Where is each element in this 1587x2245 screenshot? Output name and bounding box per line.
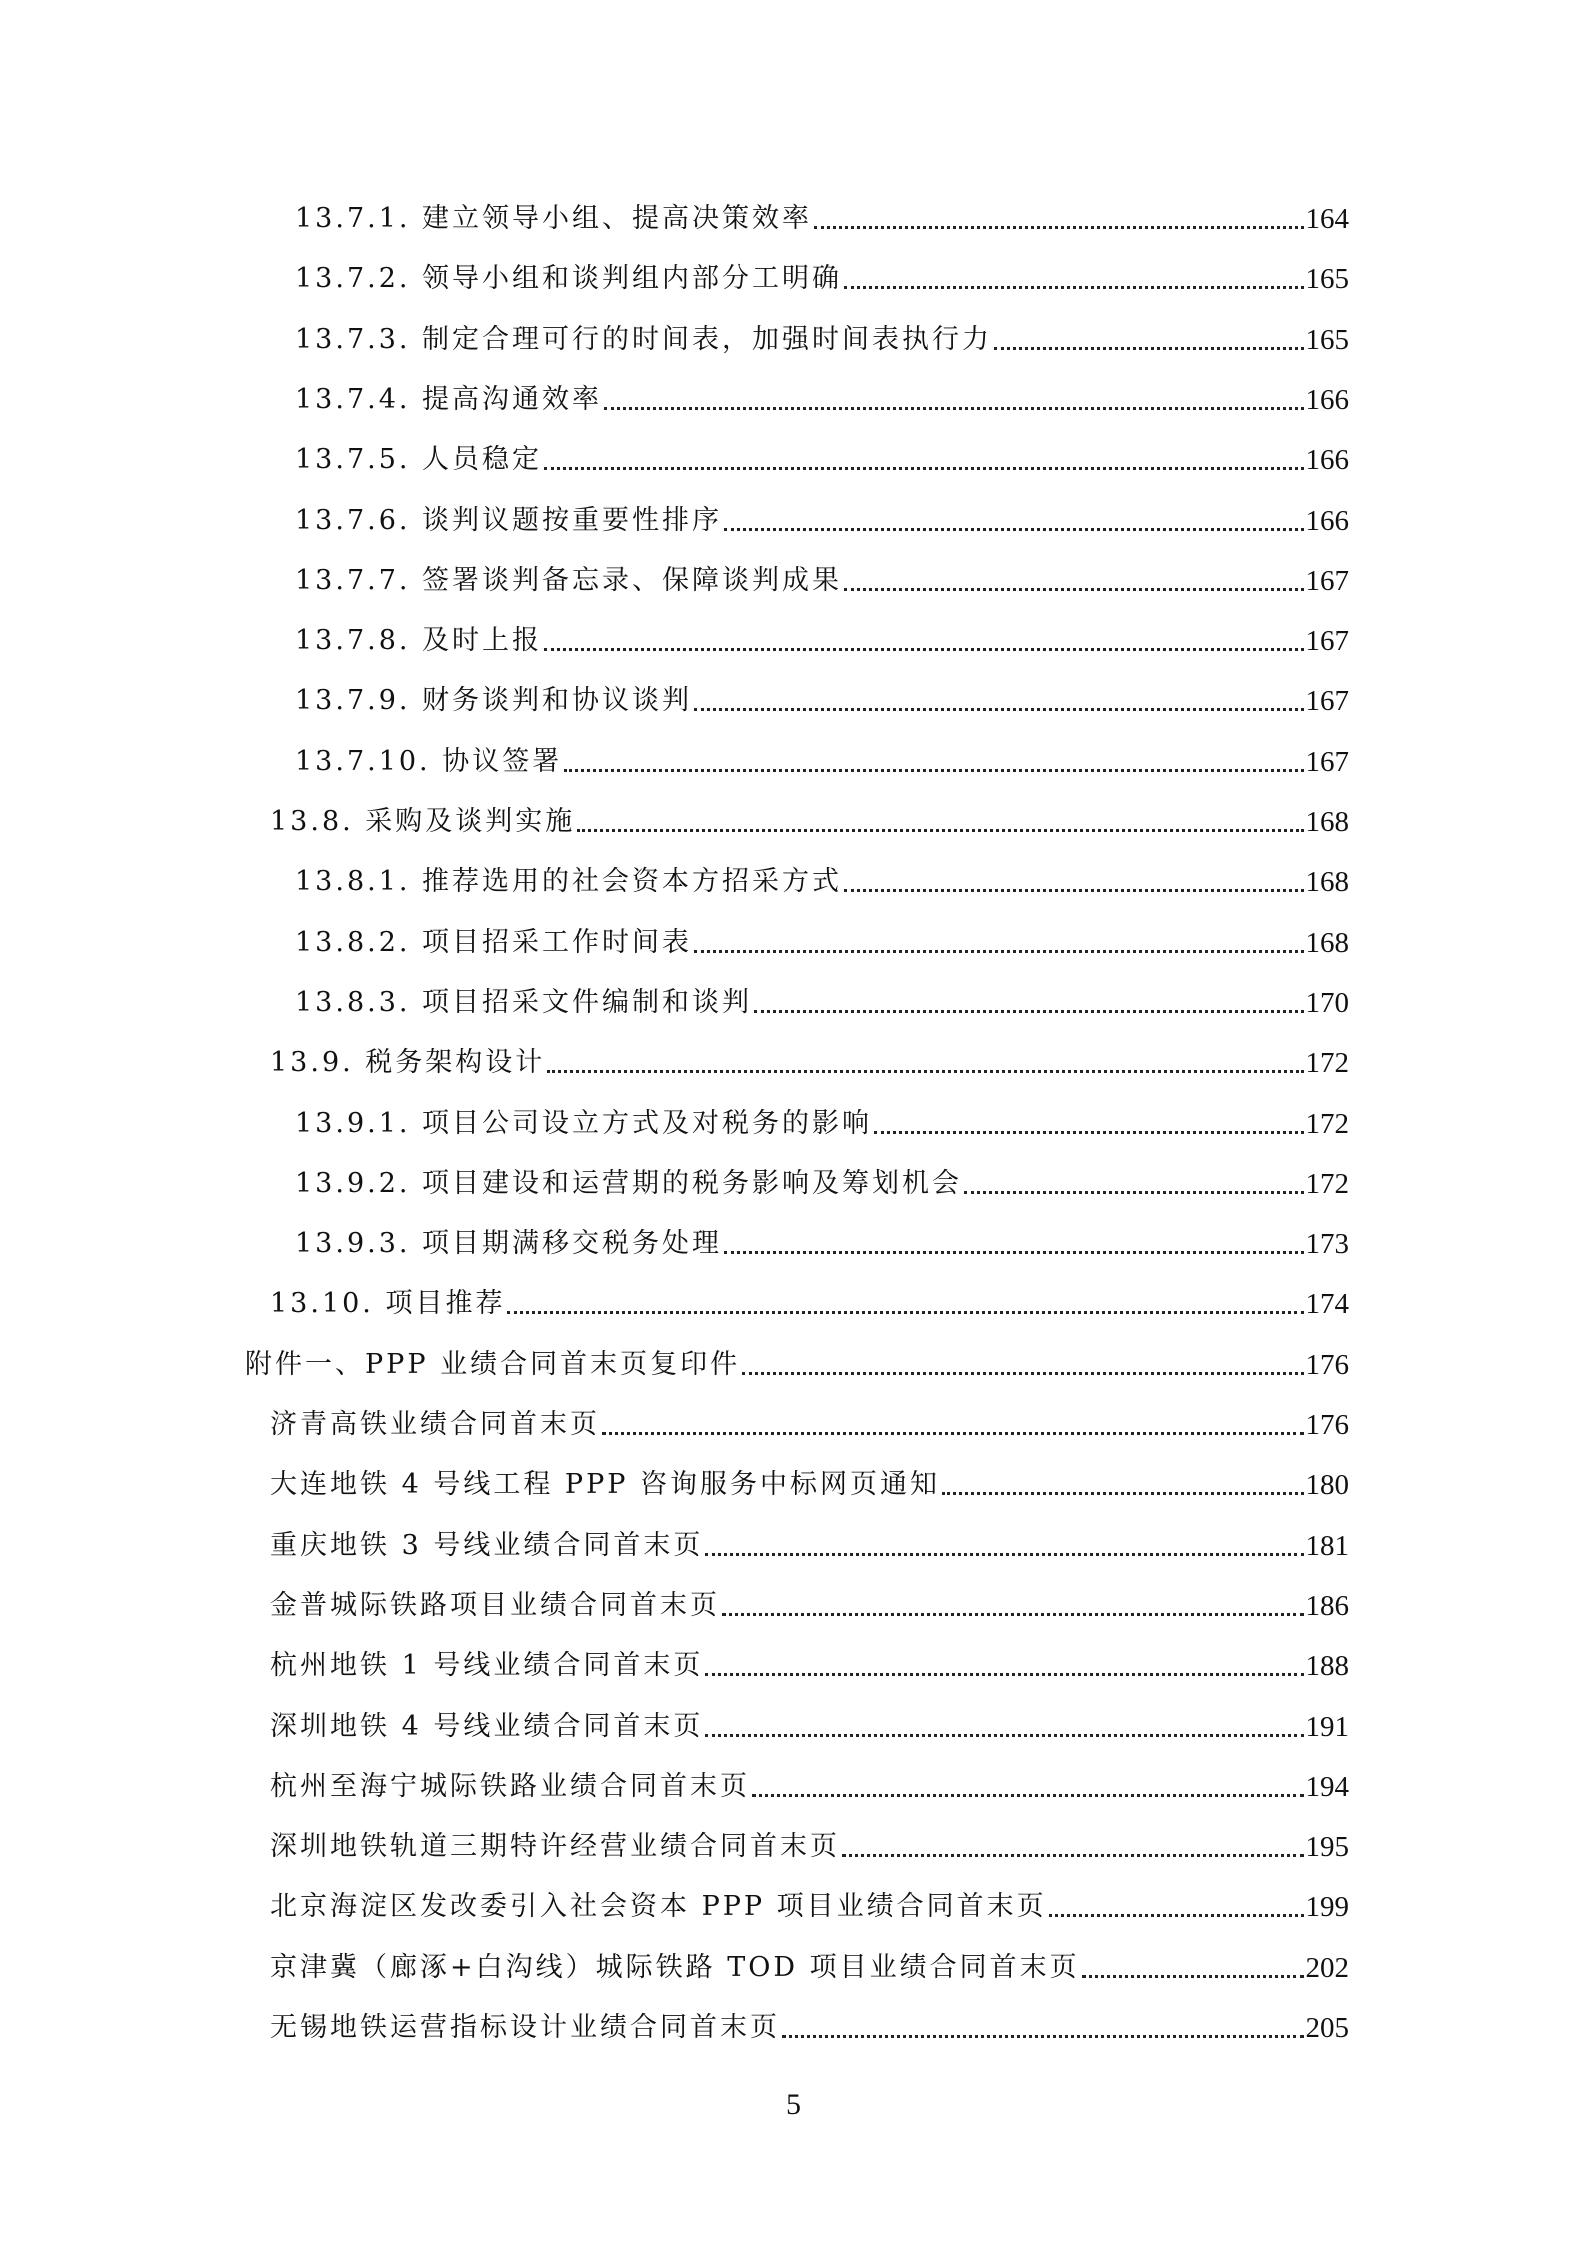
toc-entry[interactable] [270,1939,1349,1985]
toc-entry[interactable] [245,1336,1349,1382]
toc-entry[interactable] [270,1456,1349,1502]
toc-entry-title: 13.7.7. 签署谈判备忘录、保障谈判成果 [295,564,843,596]
toc-entry[interactable] [295,250,1349,296]
toc-dot-leader [754,1010,1303,1013]
toc-entry-page: 188 [1305,1650,1349,1683]
toc-dot-leader [705,1734,1303,1737]
toc-entry[interactable] [270,1396,1349,1442]
toc-dot-leader [752,1794,1304,1797]
toc-entry-title: 杭州地铁 1 号线业绩合同首末页 [270,1650,704,1682]
toc-entry-title: 13.7.3. 制定合理可行的时间表，加强时间表执行力 [295,323,993,355]
toc-dot-leader [1049,1914,1304,1917]
toc-entry[interactable] [270,1034,1349,1080]
toc-entry-title: 杭州至海宁城际铁路业绩合同首末页 [270,1770,750,1802]
toc-entry[interactable] [295,190,1349,236]
toc-entry-page: 167 [1305,745,1349,778]
toc-entry-title: 13.10. 项目推荐 [270,1288,506,1320]
toc-entry-title: 13.9.1. 项目公司设立方式及对税务的影响 [295,1107,873,1139]
toc-entry-title: 重庆地铁 3 号线业绩合同首末页 [270,1529,704,1561]
toc-entry-title: 13.7.2. 领导小组和谈判组内部分工明确 [295,263,843,295]
toc-dot-leader [602,1432,1304,1435]
toc-entry-page: 167 [1305,564,1349,597]
toc-entry-page: 164 [1305,203,1349,235]
toc-entry-title: 13.9.2. 项目建设和运营期的税务影响及筹划机会 [295,1167,963,1199]
toc-entry[interactable] [270,1758,1349,1804]
toc-entry[interactable] [270,1999,1349,2045]
toc-entry-page: 165 [1305,323,1349,356]
page-number: 5 [786,2088,801,2121]
toc-dot-leader [874,1131,1303,1134]
toc-entry-page: 168 [1305,866,1349,899]
toc-entry[interactable] [295,974,1349,1020]
toc-dot-leader [547,1070,1303,1073]
toc-entry-title: 深圳地铁 4 号线业绩合同首末页 [270,1710,704,1742]
toc-entry[interactable] [270,1275,1349,1321]
toc-entry-page: 205 [1305,2012,1349,2044]
toc-entry-page: 170 [1305,986,1349,1019]
toc-entry-title: 13.7.5. 人员稳定 [295,444,543,476]
toc-entry-title: 济青高铁业绩合同首末页 [270,1409,600,1440]
toc-entry-title: 京津冀（廊涿+白沟线）城际铁路 TOD 项目业绩合同首末页 [270,1951,1080,1983]
toc-entry-title: 13.9.3. 项目期满移交税务处理 [295,1228,723,1260]
toc-entry[interactable] [295,431,1349,477]
toc-entry-page: 168 [1305,926,1349,959]
toc-entry-page: 199 [1305,1891,1349,1924]
toc-entry-title: 13.7.10. 协议签署 [295,745,563,777]
toc-entry-title: 金普城际铁路项目业绩合同首末页 [270,1589,720,1621]
toc-entry-page: 195 [1305,1831,1349,1864]
toc-dot-leader [844,889,1303,892]
toc-entry-page: 172 [1305,1167,1349,1200]
toc-dot-leader [842,1854,1304,1857]
toc-entry[interactable] [295,492,1349,538]
toc-entry-page: 202 [1305,1951,1349,1984]
toc-dot-leader [694,708,1303,711]
toc-entry-title: 无锡地铁运营指标设计业绩合同首末页 [270,2012,780,2043]
toc-dot-leader [705,1673,1303,1676]
toc-entry[interactable] [270,1577,1349,1623]
toc-dot-leader [604,407,1303,410]
toc-entry[interactable] [295,733,1349,779]
toc-entry[interactable] [270,1517,1349,1563]
toc-entry-page: 168 [1305,806,1349,838]
toc-entry-page: 174 [1305,1288,1349,1321]
toc-dot-leader [722,1613,1304,1616]
toc-dot-leader [844,286,1303,289]
toc-entry-page: 194 [1305,1770,1349,1803]
toc-dot-leader [544,648,1303,651]
toc-dot-leader [942,1492,1303,1495]
toc-entry-page: 176 [1305,1409,1349,1441]
toc-entry-page: 173 [1305,1228,1349,1261]
toc-dot-leader [814,226,1303,229]
toc-entry-title: 附件一、PPP 业绩合同首末页复印件 [245,1348,741,1380]
toc-entry[interactable] [295,914,1349,960]
toc-entry-page: 166 [1305,444,1349,477]
toc-entry-title: 13.7.1. 建立领导小组、提高决策效率 [295,203,813,234]
toc-dot-leader [507,1311,1303,1314]
toc-entry-page: 176 [1305,1348,1349,1381]
toc-entry-title: 13.9. 税务架构设计 [270,1047,546,1079]
toc-dot-leader [724,528,1303,531]
toc-entry[interactable] [295,1095,1349,1141]
toc-dot-leader [705,1553,1303,1556]
toc-entry[interactable] [295,371,1349,417]
toc-dot-leader [1082,1975,1304,1978]
toc-entry-title: 13.8.2. 项目招采工作时间表 [295,926,693,958]
toc-entry-page: 172 [1305,1107,1349,1140]
toc-entry[interactable] [270,1818,1349,1864]
toc-entry[interactable] [295,1155,1349,1201]
toc-dot-leader [844,588,1303,591]
toc-entry-page: 167 [1305,625,1349,658]
toc-entry-page: 172 [1305,1047,1349,1080]
toc-dot-leader [694,950,1303,953]
toc-entry-title: 13.8.3. 项目招采文件编制和谈判 [295,986,753,1018]
toc-entry-page: 191 [1305,1710,1349,1743]
toc-entry[interactable] [295,612,1349,658]
toc-entry-title: 深圳地铁轨道三期特许经营业绩合同首末页 [270,1831,840,1863]
toc-entry-title: 13.7.6. 谈判议题按重要性排序 [295,504,723,536]
toc-entry-page: 186 [1305,1589,1349,1622]
toc-dot-leader [564,769,1303,772]
toc-entry[interactable] [270,1637,1349,1683]
toc-entry-title: 13.7.8. 及时上报 [295,625,543,657]
toc-dot-leader [577,829,1303,832]
toc-entry[interactable] [270,1698,1349,1744]
toc-entry[interactable] [270,1878,1349,1924]
toc-entry[interactable] [295,552,1349,598]
toc-dot-leader [544,467,1303,470]
toc-entry-title: 13.7.9. 财务谈判和协议谈判 [295,685,693,717]
toc-entry-title: 北京海淀区发改委引入社会资本 PPP 项目业绩合同首末页 [270,1891,1047,1923]
toc-entry-title: 大连地铁 4 号线工程 PPP 咨询服务中标网页通知 [270,1469,941,1501]
toc-entry[interactable] [295,672,1349,718]
toc-entry[interactable] [295,311,1349,357]
toc-entry-title: 13.7.4. 提高沟通效率 [295,383,603,415]
toc-entry-title: 13.8.1. 推荐选用的社会资本方招采方式 [295,866,843,898]
toc-entry-page: 165 [1305,263,1349,296]
toc-dot-leader [994,347,1303,350]
toc-dot-leader [724,1251,1303,1254]
toc-entry-page: 180 [1305,1469,1349,1502]
toc-entry-page: 166 [1305,504,1349,537]
toc-entry-page: 167 [1305,685,1349,718]
toc-entry[interactable] [295,853,1349,899]
toc-entry[interactable] [295,1215,1349,1261]
toc-entry-page: 181 [1305,1529,1349,1562]
toc-dot-leader [964,1191,1303,1194]
toc-dot-leader [742,1372,1303,1375]
toc-entry[interactable] [270,793,1349,839]
toc-dot-leader [782,2035,1304,2038]
toc-entry-page: 166 [1305,383,1349,416]
toc-entry-title: 13.8. 采购及谈判实施 [270,806,576,837]
